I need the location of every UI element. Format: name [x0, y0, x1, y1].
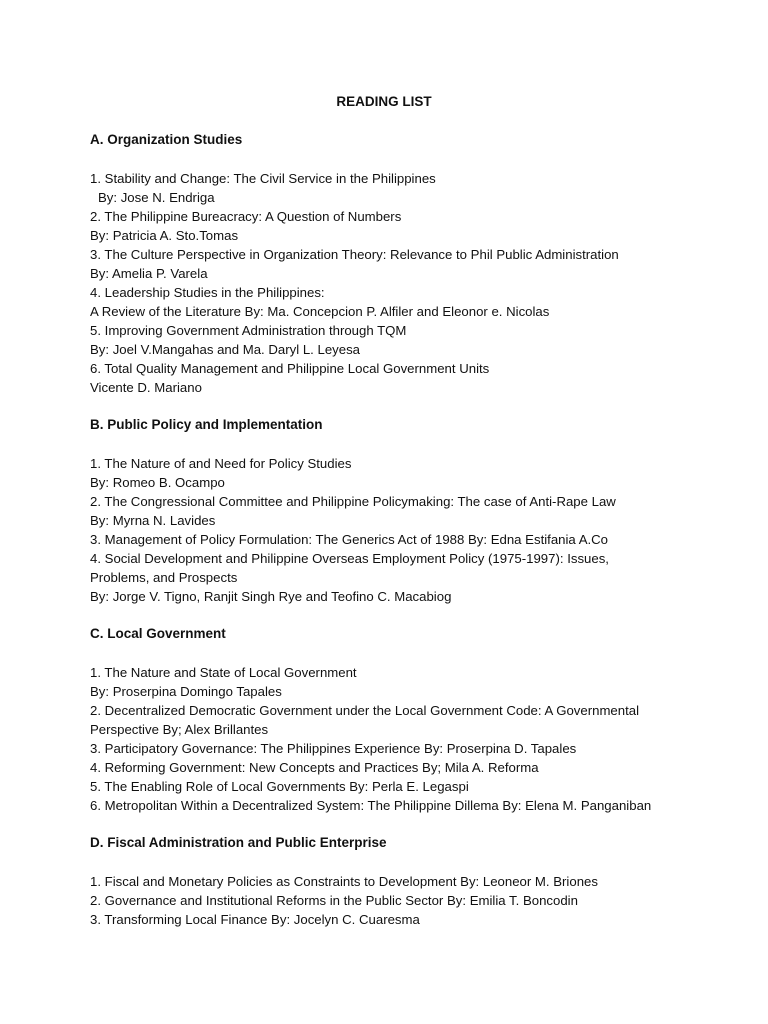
- list-item-author: A Review of the Literature By: Ma. Concepcion P. Alfiler and Eleonor e. Nicolas: [90, 304, 550, 319]
- list-item: 4. Reforming Government: New Concepts and Practices By; Mila A. Reforma: [90, 760, 539, 775]
- list-item: 1. The Nature of and Need for Policy Studies: [90, 456, 352, 471]
- list-item: 2. The Congressional Committee and Philippine Policymaking: The case of Anti-Rape Law: [90, 494, 616, 509]
- list-item-author: Vicente D. Mariano: [90, 380, 202, 395]
- list-item: 6. Metropolitan Within a Decentralized System: The Philippine Dillema By: Elena M. Panganiban: [90, 798, 652, 813]
- list-item-author: By: Joel V.Mangahas and Ma. Daryl L. Leyesa: [90, 342, 361, 357]
- list-item: 4. Leadership Studies in the Philippines:: [90, 285, 325, 300]
- section-public-policy: [90, 416, 690, 606]
- document-title: READING LIST: [336, 94, 432, 109]
- section-fiscal-administration: [90, 834, 690, 929]
- section-heading: B. Public Policy and Implementation: [90, 417, 323, 432]
- list-item: 3. Management of Policy Formulation: The Generics Act of 1988 By: Edna Estifania A.Co: [90, 532, 609, 547]
- list-item-author: By: Romeo B. Ocampo: [90, 475, 225, 490]
- list-item-author: By: Jose N. Endriga: [98, 190, 215, 205]
- list-item: 2. The Philippine Bureacracy: A Question of Numbers: [90, 209, 402, 224]
- list-item: 5. The Enabling Role of Local Governments By: Perla E. Legaspi: [90, 779, 469, 794]
- section-heading: A. Organization Studies: [90, 132, 243, 147]
- list-item: 3. The Culture Perspective in Organization Theory: Relevance to Phil Public Administration: [90, 247, 619, 262]
- list-item: 4. Social Development and Philippine Overseas Employment Policy (1975-1997): Issues,: [90, 551, 609, 566]
- list-item: 1. Stability and Change: The Civil Service in the Philippines: [90, 171, 436, 186]
- section-heading: C. Local Government: [90, 626, 226, 641]
- list-item-author: By: Myrna N. Lavides: [90, 513, 216, 528]
- list-item: 2. Decentralized Democratic Government under the Local Government Code: A Governmental: [90, 703, 640, 718]
- section-local-government: [90, 625, 690, 815]
- list-item: 6. Total Quality Management and Philippine Local Government Units: [90, 361, 490, 376]
- list-item: 1. The Nature and State of Local Government: [90, 665, 357, 680]
- list-item-author: By: Jorge V. Tigno, Ranjit Singh Rye and Teofino C. Macabiog: [90, 589, 452, 604]
- list-item-author: By: Patricia A. Sto.Tomas: [90, 228, 239, 243]
- list-item: 3. Transforming Local Finance By: Jocelyn C. Cuaresma: [90, 912, 420, 927]
- list-item: 2. Governance and Institutional Reforms in the Public Sector By: Emilia T. Boncodin: [90, 893, 578, 908]
- list-item: Perspective By; Alex Brillantes: [90, 722, 269, 737]
- list-item: 3. Participatory Governance: The Philippines Experience By: Proserpina D. Tapales: [90, 741, 577, 756]
- section-organization-studies: [90, 131, 690, 397]
- reading-list-content: [90, 131, 690, 948]
- list-item: 1. Fiscal and Monetary Policies as Constraints to Development By: Leoneor M. Briones: [90, 874, 598, 889]
- section-heading: D. Fiscal Administration and Public Enterprise: [90, 835, 387, 850]
- list-item: Problems, and Prospects: [90, 570, 238, 585]
- list-item: 5. Improving Government Administration through TQM: [90, 323, 407, 338]
- list-item-author: By: Amelia P. Varela: [90, 266, 208, 281]
- list-item-author: By: Proserpina Domingo Tapales: [90, 684, 282, 699]
